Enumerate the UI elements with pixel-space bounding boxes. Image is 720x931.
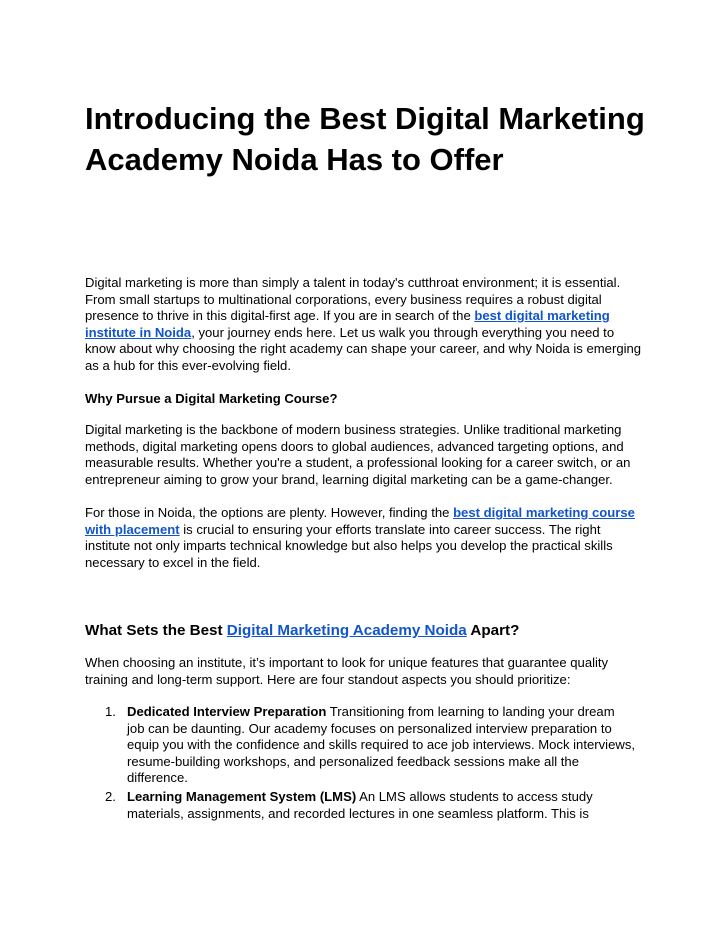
list-item-title: Dedicated Interview Preparation [127, 704, 327, 719]
list-item-text [127, 704, 635, 787]
section-heading-before: What Sets the Best [85, 622, 227, 639]
list-number: 1. [105, 704, 116, 719]
noida-text-after: is crucial to ensuring your efforts translate into career success. The right institute not only imparts technical knowledge but also helps you develop the practical skills necessary to excel in the field. [85, 521, 613, 570]
intro-paragraph [85, 275, 645, 375]
page-title: Introducing the Best Digital Marketing Academy Noida Has to Offer [85, 101, 645, 177]
list-number: 2. [105, 789, 116, 804]
list-item [105, 789, 635, 822]
noida-text-before: For those in Noida, the options are plenty. However, finding the [85, 505, 454, 520]
section-heading [85, 621, 645, 641]
why-paragraph: Digital marketing is the backbone of modern business strategies. Unlike traditional marketing methods, digital marketing opens doors to global audiences, advanced targeting options, and measurable results. Whether you're a student, a professional looking for a career switch, or an entrepreneur aiming to grow your brand, learning digital marketing can be a game-changer. [85, 422, 631, 487]
why-heading: Why Pursue a Digital Marketing Course? [85, 391, 338, 406]
academy-noida-link[interactable]: Digital Marketing Academy Noida [226, 622, 467, 639]
section-heading-after: Apart? [466, 622, 520, 639]
intro-text-before: Digital marketing is more than simply a talent in today's cutthroat environment; it is essential. From small startups to multinational corporations, every business requires a robust digital presence to thrive in this digital-first age. If you are in search of the [85, 275, 621, 324]
best-institute-link[interactable]: best digital marketing institute in Noida [85, 308, 610, 340]
choose-paragraph: When choosing an institute, it’s important to look for unique features that guarantee quality training and long-term support. Here are four standout aspects you should prioritize: [85, 655, 609, 687]
list-item [105, 704, 635, 787]
course-with-placement-link[interactable]: best digital marketing course with placement [85, 505, 635, 537]
list-item-text [127, 789, 635, 822]
noida-paragraph [85, 505, 645, 571]
list-item-body: An LMS allows students to access study materials, assignments, and recorded lectures in one seamless platform. This is [127, 789, 593, 821]
intro-text-after: , your journey ends here. Let us walk you through everything you need to know about why choosing the right academy can shape your career, and why Noida is emerging as a hub for this ever-evolving field. [85, 324, 642, 373]
list-item-title: Learning Management System (LMS) [127, 789, 357, 804]
list-item-body: Transitioning from learning to landing your dream job can be daunting. Our academy focuses on personalized interview preparation to equip you with the confidence and skills required to ace job interviews. Mock interviews, resume-building workshops, and personalized feedback sessions make all the difference. [127, 704, 636, 786]
